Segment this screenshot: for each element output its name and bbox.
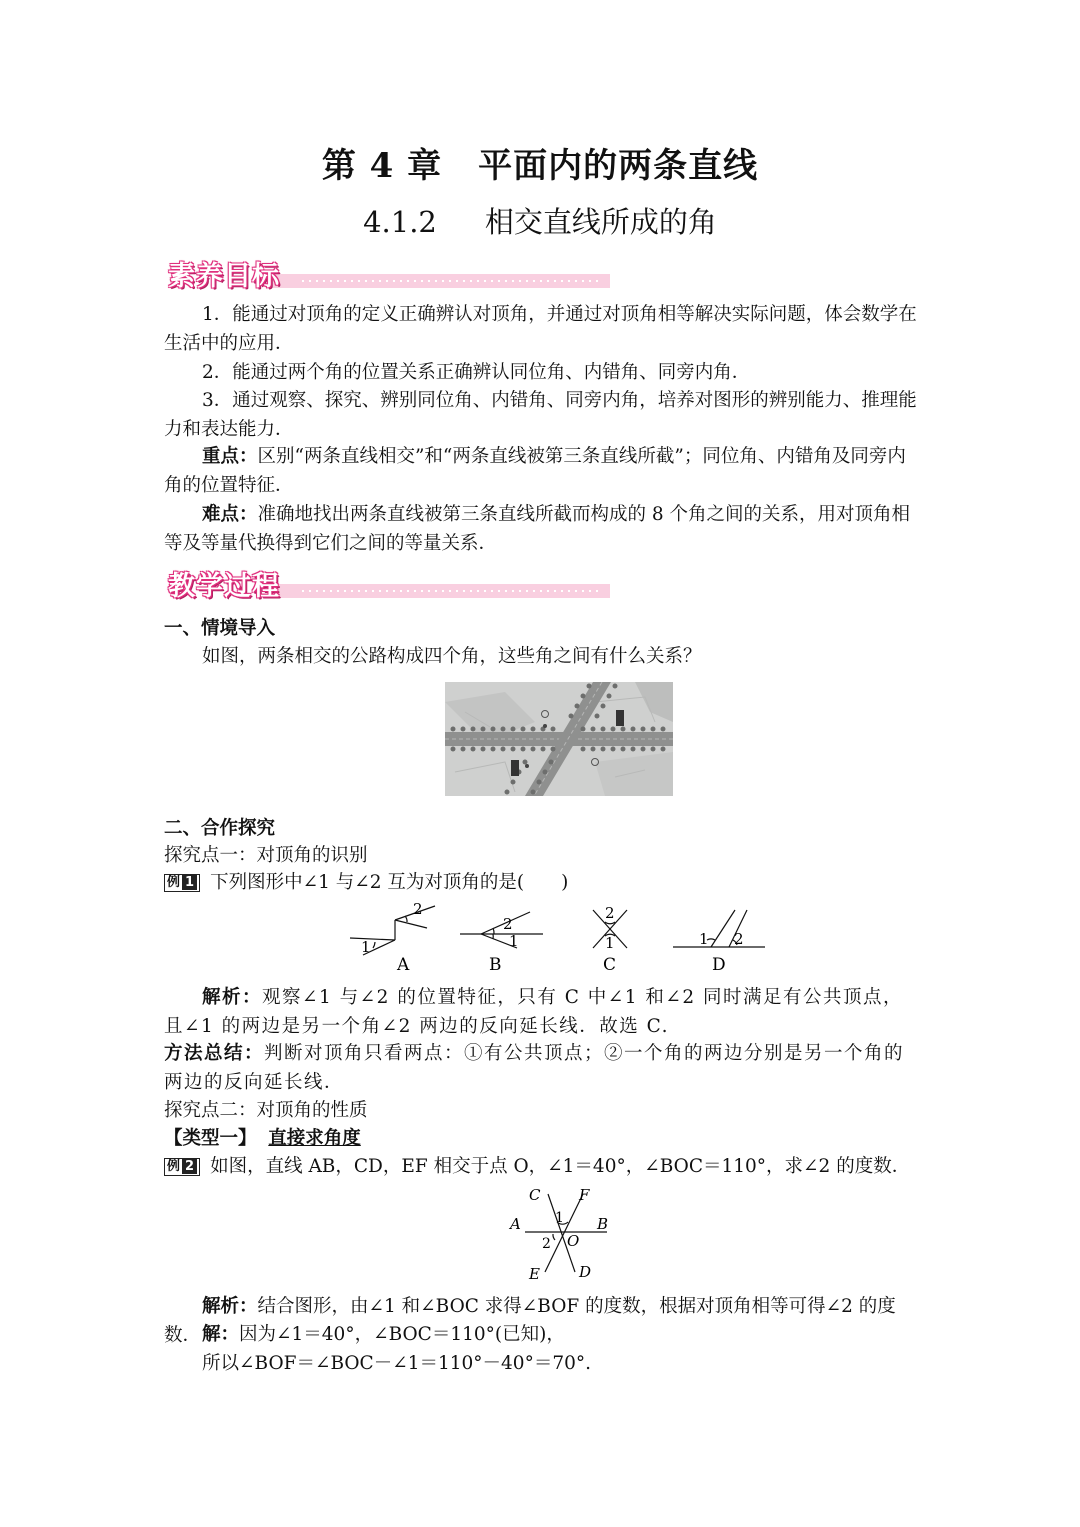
type-1-bracket: 【类型一】 bbox=[164, 1128, 257, 1149]
option-b-label: B bbox=[489, 955, 502, 975]
intro-text: 如图，两条相交的公路构成四个角，这些角之间有什么关系？ bbox=[202, 646, 702, 667]
fig2-angle-1: 1 bbox=[555, 1210, 564, 1226]
fig2-label-c: C bbox=[529, 1186, 541, 1204]
example-number: 1 bbox=[182, 875, 197, 890]
figure-d-angle-1: 1 bbox=[699, 930, 709, 948]
solution-label: 解： bbox=[202, 1324, 240, 1345]
fig2-label-e: E bbox=[529, 1265, 540, 1282]
example-number: 2 bbox=[182, 1159, 197, 1174]
analysis-label: 解析： bbox=[202, 1296, 258, 1317]
method-summary bbox=[164, 1039, 918, 1097]
analysis-label: 解析： bbox=[202, 987, 263, 1008]
goal-item-1: 1．能通过对顶角的定义正确辨认对顶角，并通过对顶角相等解决实际问题，体会数学在生活中的应用． bbox=[164, 304, 917, 354]
solution-line-1 bbox=[164, 1320, 918, 1349]
example-2 bbox=[164, 1152, 910, 1178]
goals-banner-label: 素养目标 bbox=[168, 261, 280, 292]
example-2-question: 如图，直线 AB，CD，EF 相交于点 O，∠1＝40°，∠BOC＝110°，求∠2 的度数． bbox=[210, 1156, 911, 1177]
example-1-figures bbox=[345, 900, 775, 980]
difficult-text: 准确地找出两条直线被第三条直线所截而构成的 8 个角之间的关系，用对顶角相等及等量代换得到它们之间的等量关系． bbox=[164, 504, 911, 554]
fig2-label-o: O bbox=[567, 1232, 580, 1250]
solution-text-1: 因为∠1＝40°，∠BOC＝110°(已知)， bbox=[239, 1324, 565, 1345]
example-1 bbox=[164, 868, 568, 894]
key-point bbox=[164, 442, 918, 500]
example-2-figure bbox=[505, 1182, 625, 1282]
fig2-label-b: B bbox=[597, 1215, 609, 1233]
figure-c-angle-1: 1 bbox=[605, 934, 615, 952]
difficult-point bbox=[164, 500, 918, 558]
explore-point-1: 探究点一：对顶角的识别 bbox=[164, 845, 368, 866]
figure-d bbox=[673, 910, 765, 947]
figure-d-angle-2: 2 bbox=[734, 930, 744, 948]
fig2-label-d: D bbox=[579, 1263, 592, 1281]
chapter-title bbox=[0, 138, 1080, 187]
option-c-label: C bbox=[603, 955, 617, 975]
difficult-label: 难点： bbox=[202, 504, 258, 525]
key-label: 重点： bbox=[202, 446, 258, 467]
option-d-label: D bbox=[712, 955, 726, 975]
process-banner bbox=[162, 564, 610, 604]
figure-a-angle-2: 2 bbox=[413, 900, 423, 918]
example-1-question: 下列图形中∠1 与∠2 互为对顶角的是( ) bbox=[210, 872, 569, 893]
goals-banner bbox=[162, 254, 610, 294]
method-text: 判断对顶角只看两点：①有公共顶点；②一个角的两边分别是另一个角的两边的反向延长线． bbox=[164, 1043, 905, 1093]
figure-a-angle-1: 1 bbox=[361, 938, 371, 956]
figure-c-angle-2: 2 bbox=[605, 904, 615, 922]
example-label: 例 bbox=[167, 1159, 181, 1174]
fig2-label-a: A bbox=[510, 1215, 521, 1233]
analysis-1-text: 观察∠1 与∠2 的位置特征，只有 C 中∠1 和∠2 同时满足有公共顶点，且∠1 的两边是另一个角∠2 两边的反向延长线．故选 C. bbox=[164, 987, 904, 1037]
type-1-heading bbox=[164, 1124, 361, 1150]
figure-b bbox=[460, 912, 543, 948]
fig2-angle-2: 2 bbox=[542, 1236, 551, 1252]
goal-item-2: 2．能通过两个角的位置关系正确辨认同位角、内错角、同旁内角． bbox=[202, 362, 751, 383]
goal-item-3: 3．通过观察、探究、辨别同位角、内错角、同旁内角，培养对图形的辨别能力、推理能力和表达能力． bbox=[164, 390, 917, 440]
method-label: 方法总结： bbox=[164, 1043, 265, 1064]
type-1-title: 直接求角度 bbox=[268, 1128, 361, 1149]
example-2-badge bbox=[164, 1158, 200, 1176]
explore-point-2: 探究点二：对顶角的性质 bbox=[164, 1100, 368, 1121]
process-banner-label: 教学过程 bbox=[168, 571, 280, 602]
fig2-label-f: F bbox=[579, 1186, 590, 1204]
figure-b-angle-1: 1 bbox=[509, 932, 519, 950]
section-title bbox=[0, 200, 1080, 241]
analysis-1 bbox=[164, 983, 918, 1041]
explore-heading: 二、合作探究 bbox=[164, 818, 276, 839]
analysis-2-text: 结合图形，由∠1 和∠BOC 求得∠BOF 的度数，根据对顶角相等可得∠2 的度数． bbox=[164, 1296, 896, 1346]
section-number: 4.1.2 bbox=[363, 205, 437, 239]
solution-line-2: 所以∠BOF＝∠BOC－∠1＝110°－40°＝70°. bbox=[202, 1353, 591, 1374]
road-intersection-image bbox=[445, 682, 673, 796]
section-name: 相交直线所成的角 bbox=[484, 205, 717, 239]
chapter-number: 第 4 章 bbox=[321, 146, 443, 186]
intro-heading: 一、情境导入 bbox=[164, 618, 276, 639]
chapter-name: 平面内的两条直线 bbox=[478, 146, 759, 186]
example-1-badge bbox=[164, 874, 200, 892]
key-text: 区别“两条直线相交”和“两条直线被第三条直线所截”；同位角、内错角及同旁内角的位置特征． bbox=[164, 446, 906, 496]
figure-b-angle-2: 2 bbox=[503, 915, 513, 933]
option-a-label: A bbox=[397, 955, 410, 975]
example-label: 例 bbox=[167, 875, 181, 890]
